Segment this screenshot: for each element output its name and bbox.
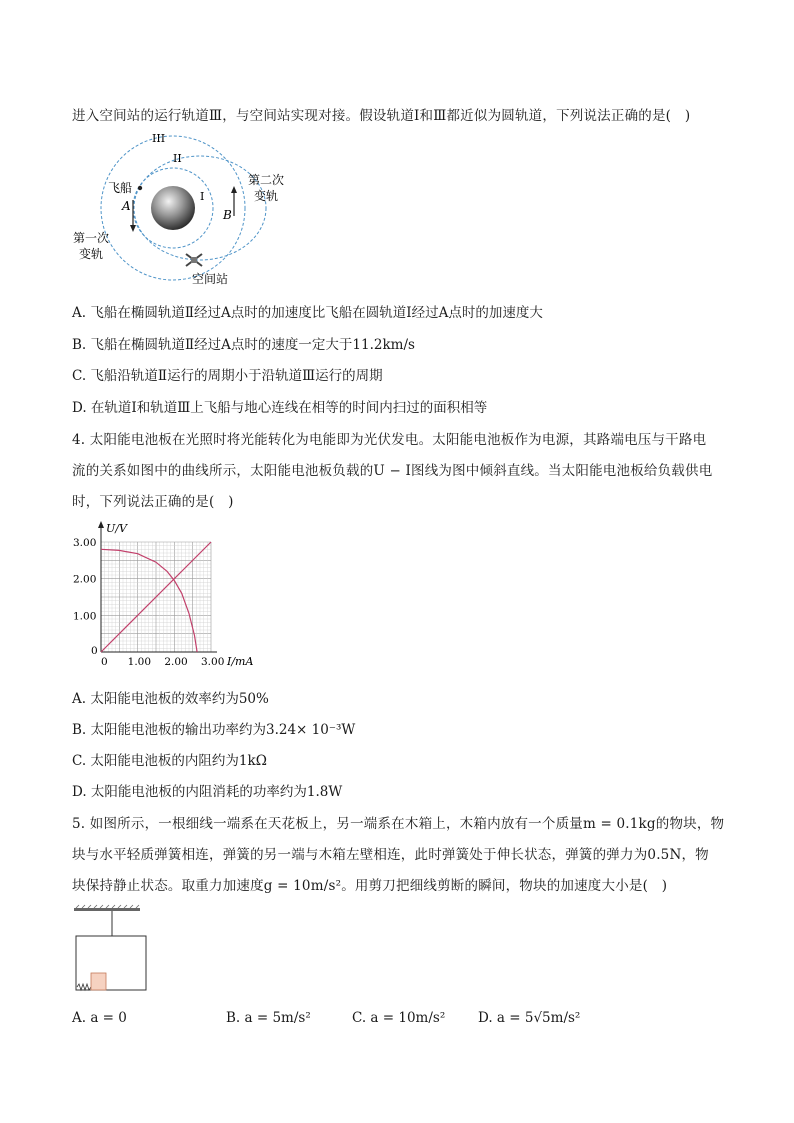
- q5-option-a: A. a = 0: [72, 1010, 127, 1026]
- label-second-change-1: 第二次: [248, 173, 285, 187]
- q3-stem: 进入空间站的运行轨道Ⅲ，与空间站实现对接。假设轨道Ⅰ和Ⅲ都近似为圆轨道，下列说法正确的是( ): [72, 108, 691, 124]
- space-station-icon: [186, 254, 202, 266]
- q4-stem-line-2: 流的关系如图中的曲线所示，太阳能电池板负载的U − I图线为图中倾斜直线。当太阳能电池板给负载供电: [72, 463, 713, 479]
- label-ship: 飞船: [108, 181, 133, 195]
- label-I: I: [200, 190, 205, 203]
- y-axis-label: U/V: [106, 522, 127, 535]
- ceiling: [74, 908, 140, 911]
- y-axis-arrow: [98, 521, 104, 528]
- ui-chart: [70, 520, 270, 670]
- x-tick-label: 1.00: [127, 656, 152, 668]
- q3-option-d: D. 在轨道Ⅰ和轨道Ⅲ上飞船与地心连线在相等的时间内扫过的面积相等: [72, 400, 488, 416]
- box: [76, 936, 146, 990]
- label-first-change-1: 第一次: [73, 231, 110, 245]
- y-tick-label: 3.00: [73, 537, 97, 549]
- x-tick-label: 3.00: [201, 656, 225, 668]
- origin-label: 0: [91, 645, 98, 657]
- x-axis-label: I/mA: [227, 655, 254, 668]
- y-tick-label: 1.00: [73, 610, 97, 623]
- x-tick-label: 0: [101, 656, 108, 668]
- label-station: 空间站: [192, 272, 229, 286]
- block: [91, 973, 106, 990]
- x-tick-label: 2.00: [164, 656, 188, 668]
- q4-option-a: A. 太阳能电池板的效率约为50%: [72, 691, 269, 707]
- label-B: B: [223, 208, 232, 222]
- label-A: A: [122, 199, 131, 213]
- q5-option-b: B. a = 5m/s²: [226, 1010, 311, 1026]
- q5-stem-line-2: 块与水平轻质弹簧相连，弹簧的另一端与木箱左壁相连，此时弹簧处于伸长状态，弹簧的弹力为0.5N，物: [72, 847, 709, 863]
- q5-option-d: D. a = 5√5m/s²: [478, 1010, 581, 1026]
- label-II: II: [173, 152, 182, 165]
- q4-option-d: D. 太阳能电池板的内阻消耗的功率约为1.8W: [72, 784, 343, 800]
- q5-stem-line-3: 块保持静止状态。取重力加速度g = 10m/s²。用剪刀把细线剪断的瞬间，物块的加速度大小是( ): [72, 878, 668, 894]
- q4-stem-line-3: 时，下列说法正确的是( ): [72, 494, 234, 510]
- q4-option-c: C. 太阳能电池板的内阻约为1kΩ: [72, 753, 267, 769]
- earth: [151, 186, 195, 230]
- label-III: III: [152, 132, 166, 145]
- q3-option-c: C. 飞船沿轨道Ⅱ运行的周期小于沿轨道Ⅲ运行的周期: [72, 368, 383, 384]
- q3-option-b: B. 飞船在椭圆轨道Ⅱ经过A点时的速度一定大于11.2km/s: [72, 337, 415, 353]
- q4-stem-line-1: 4. 太阳能电池板在光照时将光能转化为电能即为光伏发电。太阳能电池板作为电源，其路端电压与干路电: [72, 432, 707, 448]
- q5-option-c: C. a = 10m/s²: [352, 1010, 446, 1026]
- q3-option-a: A. 飞船在椭圆轨道Ⅱ经过A点时的加速度比飞船在圆轨道I经过A点时的加速度大: [72, 305, 543, 321]
- ship-dot: [138, 186, 142, 190]
- q5-stem-line-1: 5. 如图所示，一根细线一端系在天花板上，另一端系在木箱上，木箱内放有一个质量m = 0.1kg的物块，物: [72, 816, 725, 832]
- y-tick-label: 2.00: [73, 573, 97, 586]
- label-first-change-2: 变轨: [79, 247, 104, 261]
- q4-option-b: B. 太阳能电池板的输出功率约为3.24× 10⁻³W: [72, 722, 356, 738]
- label-second-change-2: 变轨: [254, 189, 279, 203]
- orbit-figure: [70, 128, 285, 288]
- box-figure: [72, 905, 152, 995]
